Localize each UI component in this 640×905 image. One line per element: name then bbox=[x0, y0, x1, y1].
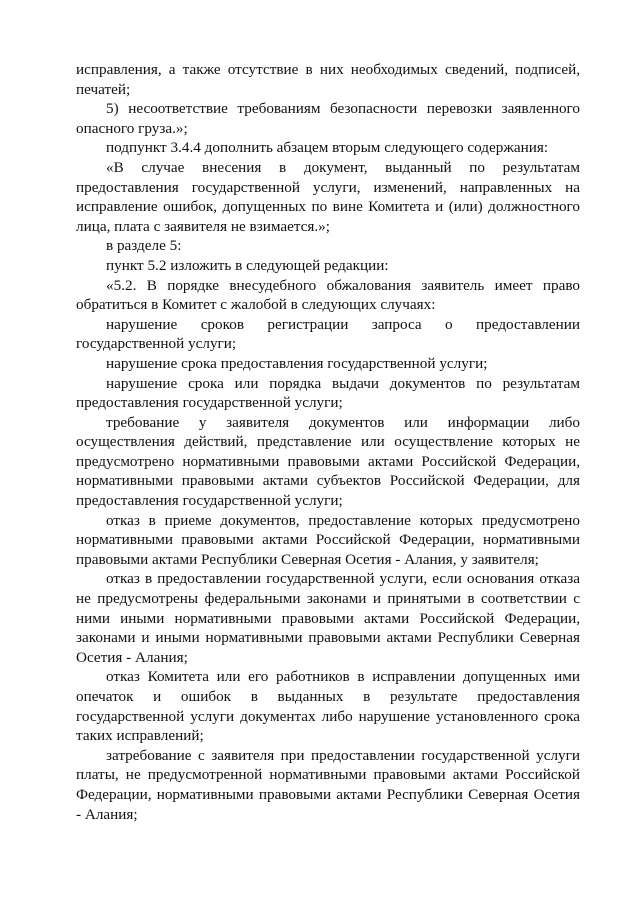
paragraph-case-registration: нарушение сроков регистрации запроса о предоставлении государственной услуги; bbox=[76, 315, 580, 353]
paragraph-case-issuance: нарушение срока или порядка выдачи документов по результатам предоставления государственной услуги; bbox=[76, 374, 580, 412]
paragraph-item-5: 5) несоответствие требованиям безопасности перевозки заявленного опасного груза.»; bbox=[76, 100, 580, 137]
paragraph-subpoint-3-4-4: подпункт 3.4.4 дополнить абзацем вторым следующего содержания: bbox=[106, 139, 549, 157]
paragraph-case-refusal-service: отказ в предоставлении государственной услуги, если основания отказа не предусмотрены федеральными законами и принятыми в соответствии с ними иными нормативными правовыми актами Российской Федерации, законами и иными нормативными правовыми актами Республики Северная Осетия - Алания; bbox=[76, 570, 580, 666]
paragraph-case-term: нарушение срока предоставления государственной услуги; bbox=[106, 354, 488, 372]
document-body bbox=[76, 60, 580, 824]
paragraph-fee-exemption: «В случае внесения в документ, выданный по результатам предоставления государственной услуги, изменений, направленных на исправление ошибок, допущенных по вине Комитета и (или) должностного лица, плата с заявителя не взимается.»; bbox=[76, 158, 580, 235]
paragraph-case-documents-demand: требование у заявителя документов или информации либо осуществления действий, представление или осуществление которых не предусмотрено нормативными правовыми актами Российской Федерации, нормативными правовыми актами субъектов Российской Федерации, для предоставления государственной услуги; bbox=[76, 413, 580, 510]
paragraph-appeal-right: «5.2. В порядке внесудебного обжалования заявитель имеет право обратиться в Комитет с жалобой в следующих случаях: bbox=[76, 276, 580, 314]
paragraph-continuation: исправления, а также отсутствие в них необходимых сведений, подписей, печатей; bbox=[76, 61, 580, 98]
paragraph-case-fee-demand: затребование с заявителя при предоставлении государственной услуги платы, не предусмотренной нормативными правовыми актами Российской Федерации, нормативными правовыми актами Республики Северная Осетия - Алания; bbox=[76, 746, 580, 823]
paragraph-case-refusal-acceptance: отказ в приеме документов, предоставление которых предусмотрено нормативными правовыми актами Российской Федерации, нормативными правовыми актами Республики Северная Осетия - Алания, у заявителя; bbox=[76, 511, 580, 568]
paragraph-section-5: в разделе 5: bbox=[106, 237, 182, 255]
paragraph-point-5-2: пункт 5.2 изложить в следующей редакции: bbox=[106, 256, 389, 274]
paragraph-case-refusal-correction: отказ Комитета или его работников в исправлении допущенных ими опечаток и ошибок в выданных в результате предоставления государственной услуги документах либо нарушение установленного срока таких исправлений; bbox=[76, 668, 580, 745]
